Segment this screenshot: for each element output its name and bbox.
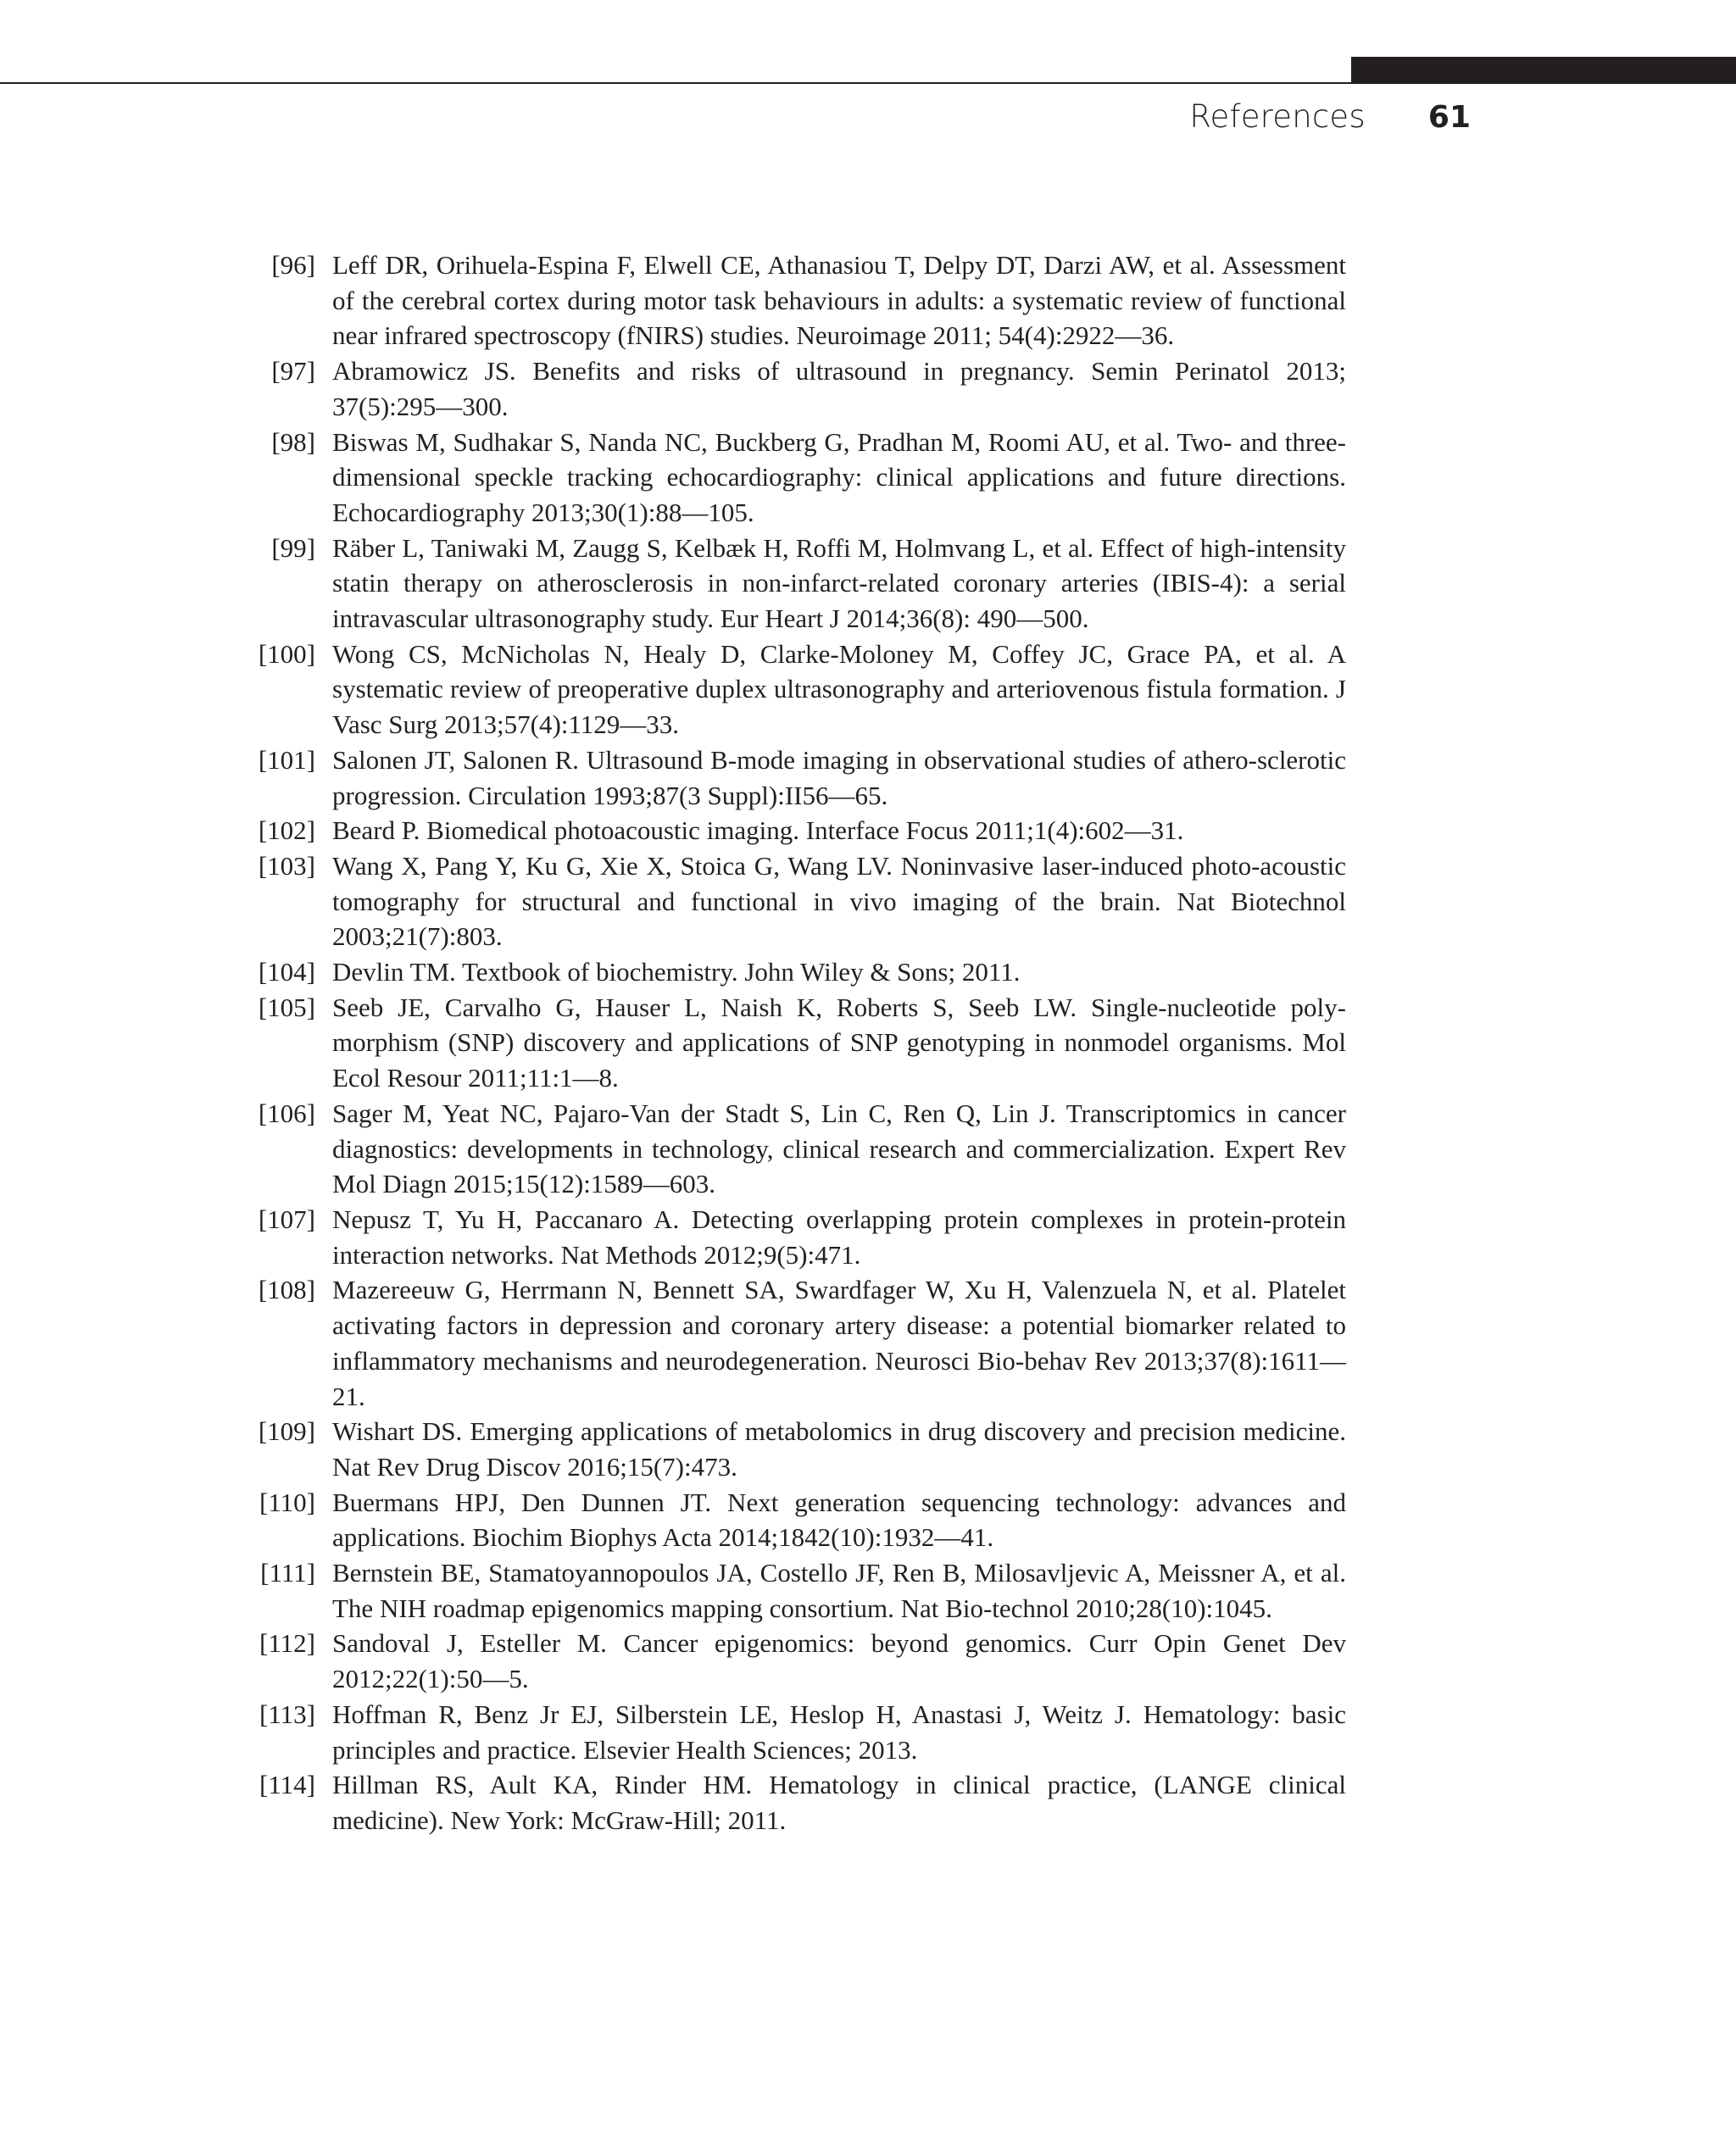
reference-number: [102] xyxy=(258,815,315,846)
reference-item xyxy=(251,247,1346,353)
reference-number: [113] xyxy=(259,1699,315,1729)
running-title: References xyxy=(1189,98,1366,135)
reference-number: [109] xyxy=(258,1416,315,1447)
reference-text: Räber L, Taniwaki M, Zaugg S, Kelbæk H, Roffi M, Holmvang L, et al. Effect of high-intensity statin therapy on atherosclerosis in non-infarct-related coronary arteries (IBIS-4): a serial intravascular ultrasonography study. Eur Heart J 2014;36(8): 490—500. xyxy=(332,532,1346,634)
reference-item xyxy=(251,813,1346,848)
reference-item xyxy=(251,1555,1346,1626)
reference-number: [101] xyxy=(258,744,315,775)
reference-item xyxy=(251,637,1346,742)
reference-text: Sandoval J, Esteller M. Cancer epigenomics: beyond genomics. Curr Opin Genet Dev 2012;22(1):50—5. xyxy=(332,1628,1346,1694)
reference-number: [111] xyxy=(260,1558,315,1588)
reference-item xyxy=(251,1096,1346,1202)
reference-number: [97] xyxy=(271,356,315,386)
reference-text: Sager M, Yeat NC, Pajaro-Van der Stadt S, Lin C, Ren Q, Lin J. Transcriptomics in cancer diagnostics: developments in technology, clinical research and commercialization. Expert Rev Mol Diagn 2015;15(12):1589—603. xyxy=(332,1098,1346,1199)
reference-item xyxy=(251,1697,1346,1767)
running-head xyxy=(1189,93,1471,147)
reference-item xyxy=(251,1626,1346,1696)
reference-text: Bernstein BE, Stamatoyannopoulos JA, Costello JF, Ren B, Milosavljevic A, Meissner A, et al. The NIH roadmap epigenomics mapping consortium. Nat Bio-technol 2010;28(10):1045. xyxy=(332,1558,1346,1623)
reference-text: Biswas M, Sudhakar S, Nanda NC, Buckberg G, Pradhan M, Roomi AU, et al. Two- and three-dimensional speckle tracking echocardiography: clinical applications and future directions. Echocardiography 2013;30(1):88—105. xyxy=(332,426,1346,527)
reference-number: [96] xyxy=(271,250,315,280)
reference-number: [107] xyxy=(258,1204,315,1234)
reference-text: Mazereeuw G, Herrmann N, Bennett SA, Swardfager W, Xu H, Valenzuela N, et al. Platelet activating factors in depression and coronary artery disease: a potential biomarker related to inflammatory mechanisms and neurodegeneration. Neurosci Bio-behav Rev 2013;37(8):1611—21. xyxy=(332,1275,1346,1411)
reference-text: Hoffman R, Benz Jr EJ, Silberstein LE, Heslop H, Anastasi J, Weitz J. Hematology: basic principles and practice. Elsevier Health Sciences; 2013. xyxy=(332,1699,1346,1765)
reference-number: [98] xyxy=(271,426,315,457)
header-tab-bar xyxy=(1351,57,1736,83)
reference-text: Seeb JE, Carvalho G, Hauser L, Naish K, Roberts S, Seeb LW. Single-nucleotide poly-morphism (SNP) discovery and applications of SNP genotyping in nonmodel organisms. Mol Ecol Resour 2011;11:1—8. xyxy=(332,992,1346,1093)
reference-list xyxy=(251,247,1346,1838)
reference-number: [105] xyxy=(258,992,315,1022)
reference-number: [106] xyxy=(258,1098,315,1128)
reference-number: [99] xyxy=(271,532,315,563)
reference-item xyxy=(251,1485,1346,1555)
reference-item xyxy=(251,1767,1346,1838)
reference-text: Buermans HPJ, Den Dunnen JT. Next generation sequencing technology: advances and applications. Biochim Biophys Acta 2014;1842(10):1932—41. xyxy=(332,1487,1346,1553)
reference-item xyxy=(251,1202,1346,1272)
reference-text: Wong CS, McNicholas N, Healy D, Clarke-Moloney M, Coffey JC, Grace PA, et al. A systematic review of preoperative duplex ultrasonography and arteriovenous fistula formation. J Vasc Surg 2013;57(4):1129—33. xyxy=(332,638,1346,740)
reference-item xyxy=(251,1272,1346,1414)
reference-text: Leff DR, Orihuela-Espina F, Elwell CE, Athanasiou T, Delpy DT, Darzi AW, et al. Assessment of the cerebral cortex during motor task behaviours in adults: a systematic review of functional near infrared spectroscopy (fNIRS) studies. Neuroimage 2011; 54(4):2922—36. xyxy=(332,250,1346,351)
reference-item xyxy=(251,1414,1346,1484)
reference-item xyxy=(251,990,1346,1096)
reference-text: Devlin TM. Textbook of biochemistry. John Wiley & Sons; 2011. xyxy=(332,957,1021,987)
reference-number: [104] xyxy=(258,957,315,987)
reference-text: Nepusz T, Yu H, Paccanaro A. Detecting overlapping protein complexes in protein-protein interaction networks. Nat Methods 2012;9(5):471. xyxy=(332,1204,1346,1270)
reference-item xyxy=(251,742,1346,813)
reference-text: Hillman RS, Ault KA, Rinder HM. Hematology in clinical practice, (LANGE clinical medicine). New York: McGraw-Hill; 2011. xyxy=(332,1770,1346,1835)
reference-item xyxy=(251,848,1346,954)
reference-text: Wang X, Pang Y, Ku G, Xie X, Stoica G, Wang LV. Noninvasive laser-induced photo-acoustic tomography for structural and functional in vivo imaging of the brain. Nat Biotechnol 2003;21(7):803. xyxy=(332,850,1346,952)
reference-number: [112] xyxy=(259,1628,315,1659)
page-number: 61 xyxy=(1427,100,1471,135)
reference-item xyxy=(251,954,1346,990)
reference-text: Wishart DS. Emerging applications of metabolomics in drug discovery and precision medicine. Nat Rev Drug Discov 2016;15(7):473. xyxy=(332,1416,1346,1482)
reference-item xyxy=(251,425,1346,531)
reference-number: [100] xyxy=(258,638,315,669)
reference-text: Abramowicz JS. Benefits and risks of ultrasound in pregnancy. Semin Perinatol 2013; 37(5):295—300. xyxy=(332,356,1346,421)
reference-text: Beard P. Biomedical photoacoustic imaging. Interface Focus 2011;1(4):602—31. xyxy=(332,815,1184,846)
reference-number: [110] xyxy=(259,1487,315,1517)
reference-number: [114] xyxy=(259,1770,315,1800)
reference-text: Salonen JT, Salonen R. Ultrasound B-mode imaging in observational studies of athero-sclerotic progression. Circulation 1993;87(3 Suppl):II56—65. xyxy=(332,744,1346,810)
reference-number: [103] xyxy=(258,850,315,881)
reference-item xyxy=(251,531,1346,637)
reference-item xyxy=(251,353,1346,424)
reference-number: [108] xyxy=(258,1275,315,1305)
